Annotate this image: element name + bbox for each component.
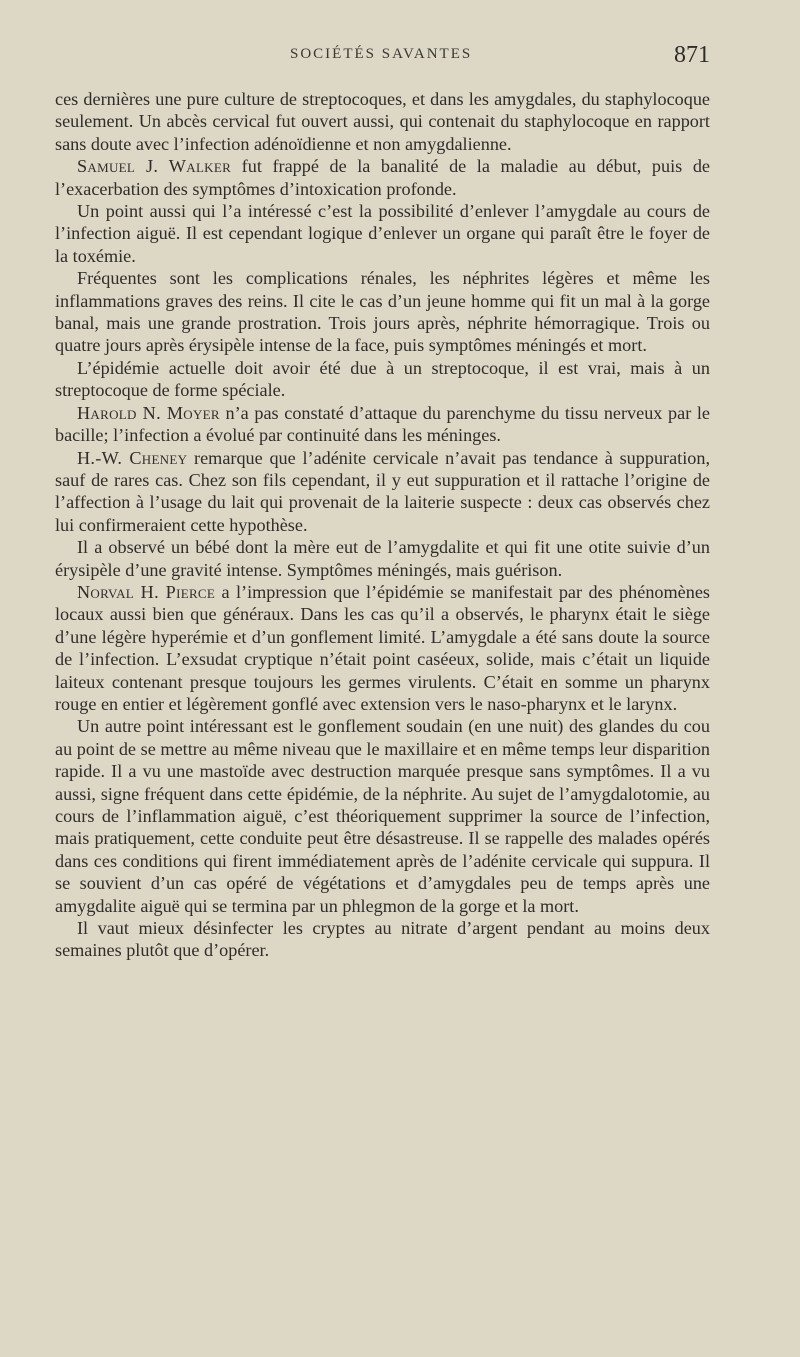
paragraph [55, 155, 710, 200]
paragraph-text: Un point aussi qui l’a intéressé c’est la possibilité d’enlever l’amygdale au cours de l’infection aiguë. Il est cependant logique d’enlever un organe qui paraît être le foyer de la toxémie. [55, 201, 710, 266]
paragraph-text: Il a observé un bébé dont la mère eut de l’amygdalite et qui fit une otite suivie d’un érysipèle d’une gravité intense. Symptômes méningés, mais guérison. [55, 537, 710, 580]
speaker-name: Norval H. Pierce [77, 581, 216, 602]
paragraph-text: L’épidémie actuelle doit avoir été due à un streptocoque, il est vrai, mais à un streptocoque de forme spéciale. [55, 357, 710, 401]
speaker-name: H.-W. Cheney [77, 447, 188, 468]
paragraph [55, 267, 710, 357]
paragraph [55, 581, 710, 715]
paragraph [55, 402, 710, 447]
paragraph-text: Un autre point intéressant est le gonflement soudain (en une nuit) des glandes du cou au point de se mettre au même niveau que le maxillaire et en même temps leur disparition rapide. Il a vu une mastoïde avec destruction marquée presque sans symptômes. Il a vu aussi, signe fréquent dans cette épidémie, de la néphrite. Au sujet de l’amygdalotomie, au cours de l’inflammation aiguë, c’est théoriquement supprimer la source de l’infection, mais pratiquement, cette conduite peut être désastreuse. Il se rappelle des malades opérés dans ces conditions qui firent immédiatement après de l’adénite cervicale qui suppura. Il se souvient d’un cas opéré de végétations et d’amygdales peu de temps après une amygdalite aiguë qui se termina par un phlegmon de la gorge et la mort. [55, 716, 710, 916]
running-title: SOCIÉTÉS SAVANTES [290, 46, 473, 62]
speaker-name: Samuel J. Walker [77, 156, 232, 177]
paragraph-text: fut frappé de la banalité de la maladie au début, puis de l’exacerbation des symptômes d’intoxication profonde. [55, 156, 710, 199]
paragraph-text: ces dernières une pure culture de streptocoques, et dans les amygdales, du staphylocoque seulement. Un abcès cervical fut ouvert aussi, qui contenait du staphylocoque en rapport sans doute avec l’infection adénoïdienne et non amygdalienne. [55, 89, 710, 154]
paragraph-text: Fréquentes sont les complications rénales, les néphrites légères et même les inflammations graves des reins. Il cite le cas d’un jeune homme qui fit un mal à la gorge banal, mais une grande prostration. Trois jours après, néphrite hémorragique. Trois ou quatre jours après érysipèle intense de la face, puis symptômes méningés et mort. [55, 268, 710, 356]
paragraph-text: Il vaut mieux désinfecter les cryptes au nitrate d’argent pendant au moins deux semaines plutôt que d’opérer. [55, 918, 710, 961]
running-head [55, 42, 710, 72]
page-number: 871 [674, 42, 710, 68]
paragraph-text: remarque que l’adénite cervicale n’avait pas tendance à suppuration, sauf de rares cas. Chez son fils cependant, il y eut suppuration et il rattache l’origine de l’affection à l’usage du lait qui provenait de la laiterie suspecte : deux cas observés chez lui confirmeraient cette hypothèse. [55, 447, 711, 535]
body-text [55, 88, 710, 962]
paragraph [55, 536, 710, 581]
paragraph-text: n’a pas constaté d’attaque du parenchyme du tissu nerveux par le bacille; l’infection a évolué par continuité dans les méninges. [55, 402, 710, 446]
paragraph [55, 715, 710, 917]
paragraph-text: a l’impression que l’épidémie se manifestait par des phénomènes locaux aussi bien que généraux. Dans les cas qu’il a observés, le pharynx était le siège d’une légère hyperémie et d’un gonflement limité. L’amygdale a été sans doute la source de l’infection. L’exsudat cryptique n’était point caséeux, solide, mais c’était un liquide laiteux contenant presque toujours les germes virulents. C’était en somme un pharynx rouge en entier et légèrement gonflé avec extension vers le naso-pharynx et le larynx. [55, 581, 710, 714]
paragraph [55, 200, 710, 267]
paragraph [55, 447, 710, 537]
paragraph [55, 917, 710, 962]
paragraph [55, 88, 710, 155]
paragraph [55, 357, 710, 402]
speaker-name: Harold N. Moyer [77, 402, 220, 423]
